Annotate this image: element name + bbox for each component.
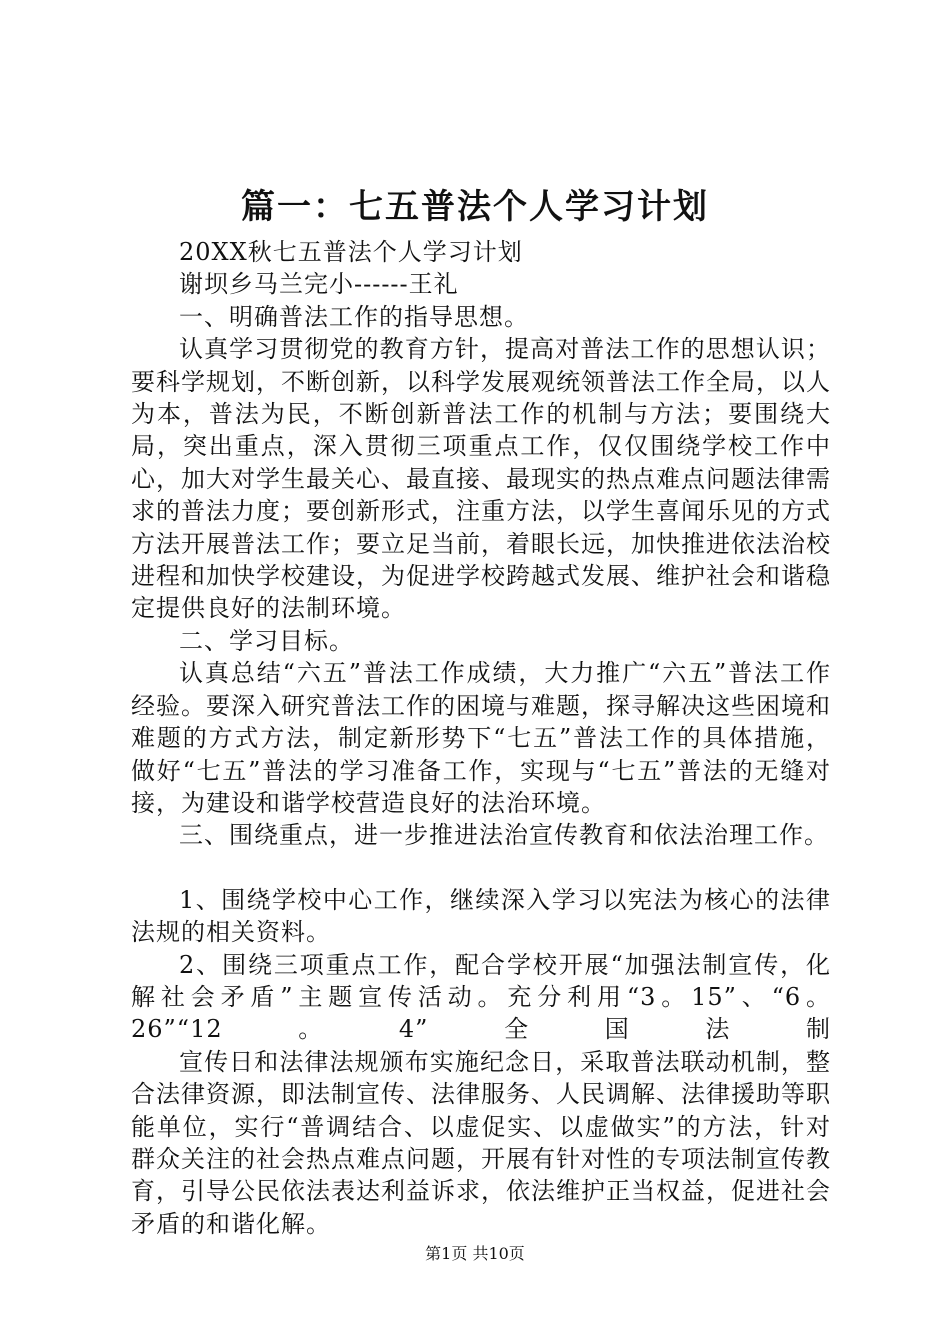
section-heading-2: 二、学习目标。 [179, 626, 354, 655]
document-title: 篇一：七五普法个人学习计划 [241, 187, 709, 227]
subtitle-line: 20XX秋七五普法个人学习计划 [179, 238, 523, 266]
body-paragraph: 认真总结“六五”普法工作成绩，大力推广“六五”普法工作经验。要深入研究普法工作的困境与难题，探寻解决这些困境和难题的方式方法，制定新形势下“七五”普法工作的具体措施，做好“七五”普法的学习准备工作，实现与“七五”普法的无缝对接，为建设和谐学校营造良好的法治环境。 [131, 659, 831, 817]
page-number-footer: 第1页 共10页 [425, 1244, 525, 1263]
list-item-1: 1、围绕学校中心工作，继续深入学习以宪法为核心的法律法规的相关资料。 [131, 885, 831, 947]
list-item-2: 2、围绕三项重点工作，配合学校开展“加强法制宣传，化解社会矛盾”主题宣传活动。充分利用“3。15”、“6。26”“12。4”全国法制 [131, 950, 831, 1044]
body-paragraph: 认真学习贯彻党的教育方针，提高对普法工作的思想认识；要科学规划，不断创新，以科学发展观统领普法工作全局，以人为本，普法为民，不断创新普法工作的机制与方法；要围绕大局，突出重点，深入贯彻三项重点工作，仅仅围绕学校工作中心，加大对学生最关心、最直接、最现实的热点难点问题法律需求的普法力度；要创新形式，注重方法，以学生喜闻乐见的方式方法开展普法工作；要立足当前，着眼长远，加快推进依法治校进程和加快学校建设，为促进学校跨越式发展、维护社会和谐稳定提供良好的法制环境。 [131, 335, 831, 623]
section-heading-3: 三、围绕重点，进一步推进法治宣传教育和依法治理工作。 [179, 821, 829, 850]
body-paragraph: 宣传日和法律法规颁布实施纪念日，采取普法联动机制，整合法律资源，即法制宣传、法律服务、人民调解、法律援助等职能单位，实行“普调结合、以虚促实、以虚做实”的方法，针对群众关注的社会热点难点问题，开展有针对性的专项法制宣传教育，引导公民依法表达利益诉求，依法维护正当权益，促进社会矛盾的和谐化解。 [131, 1047, 831, 1238]
document-body [131, 236, 831, 1240]
author-line: 谢坝乡马兰完小------王礼 [179, 270, 459, 299]
section-heading-1: 一、明确普法工作的指导思想。 [179, 302, 529, 331]
